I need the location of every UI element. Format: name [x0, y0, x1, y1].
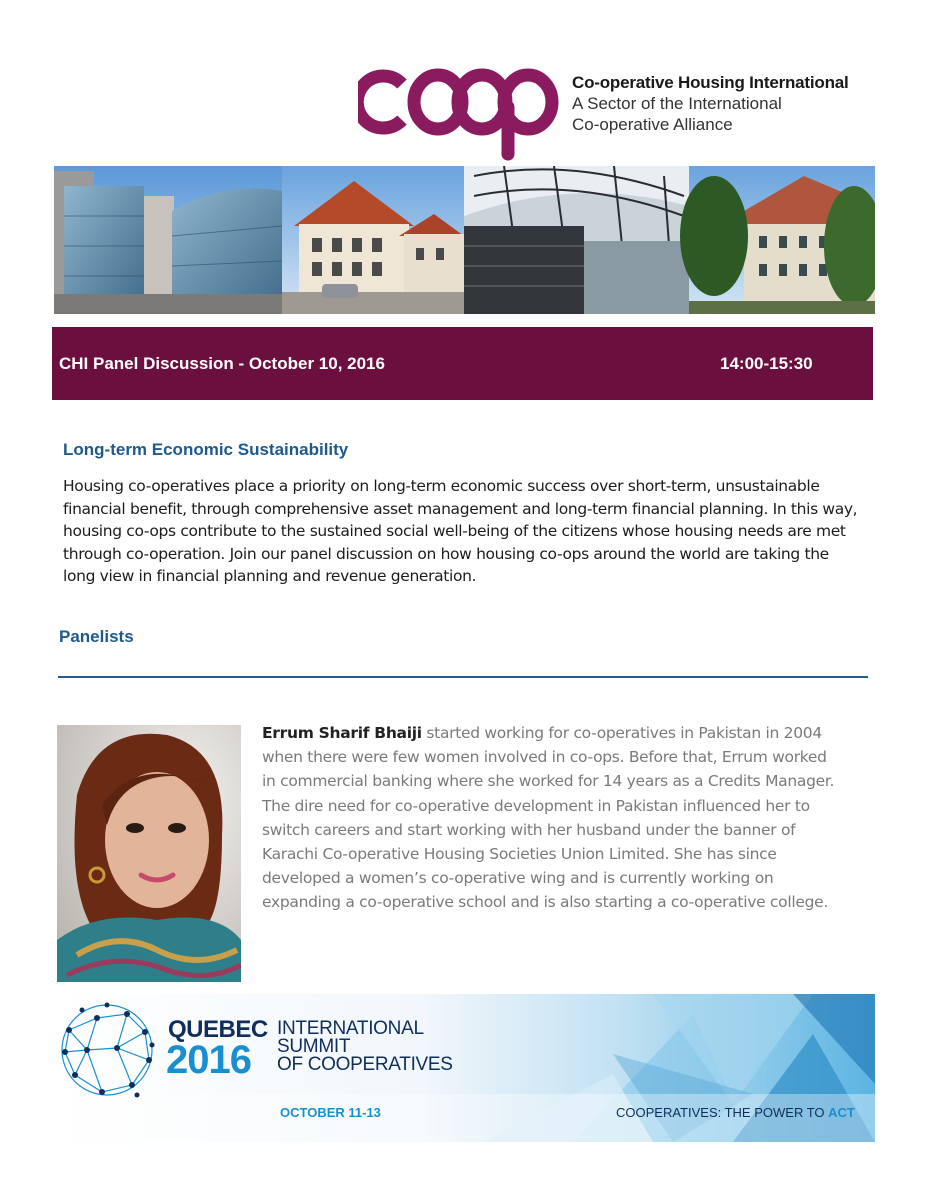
org-title: Co-operative Housing International — [572, 73, 849, 92]
globe-network-icon — [57, 1000, 157, 1100]
tagline-text: COOPERATIVES: THE POWER TO — [616, 1105, 829, 1120]
panelist-name: Errum Sharif Bhaiji — [262, 724, 422, 742]
panelists-heading: Panelists — [59, 627, 134, 646]
org-subtitle-line2: Co-operative Alliance — [572, 115, 733, 134]
coop-logo — [358, 62, 563, 162]
event-title: CHI Panel Discussion - October 10, 2016 — [59, 354, 385, 373]
summit-title-line3: OF COOPERATIVES — [277, 1054, 453, 1075]
panelist-bio — [262, 721, 842, 915]
panelist-bio-text: started working for co-operatives in Pakistan in 2004 when there were few women involved in co-ops. Before that, Errum worked in commercial banking where she worked for 14 years as a Credits Manager. The dire need for co-operative development in Pakistan influenced her to switch careers and start working with her husband under the banner of Karachi Co-operative Housing Societies Union Limited. She has since developed a women’s co-operative wing and is currently working on expanding a co-operative school and is also starting a co-operative college. — [262, 724, 835, 912]
summit-tagline — [616, 1105, 855, 1120]
summit-city: QUEBEC — [168, 1016, 268, 1043]
summit-title — [277, 1020, 453, 1074]
event-banner — [52, 327, 873, 400]
section-heading: Long-term Economic Sustainability — [63, 440, 349, 459]
summit-dates: OCTOBER 11-13 — [280, 1105, 381, 1120]
event-time: 14:00-15:30 — [720, 354, 813, 373]
summit-year: 2016 — [166, 1038, 251, 1082]
tagline-accent: ACT — [828, 1105, 855, 1120]
panelist-portrait — [57, 725, 241, 982]
summit-title-line2: SUMMIT — [277, 1036, 351, 1057]
summit-banner — [53, 994, 875, 1142]
summit-title-line1: INTERNATIONAL — [277, 1018, 424, 1039]
divider — [58, 676, 868, 678]
section-description: Housing co-operatives place a priority on long-term economic success over short-term, unsustainable financial benefit, through comprehensive asset management and long-term financial planning. In this way, housing co-ops contribute to the sustained social well-being of the citizens whose housing needs are met through co-operation. Join our panel discussion on how housing co-ops around the world are taking the long view in financial planning and revenue generation. — [63, 477, 858, 585]
org-subtitle-line1: A Sector of the International — [572, 94, 782, 113]
building-photo-strip — [54, 166, 875, 314]
organization-name — [572, 72, 849, 135]
